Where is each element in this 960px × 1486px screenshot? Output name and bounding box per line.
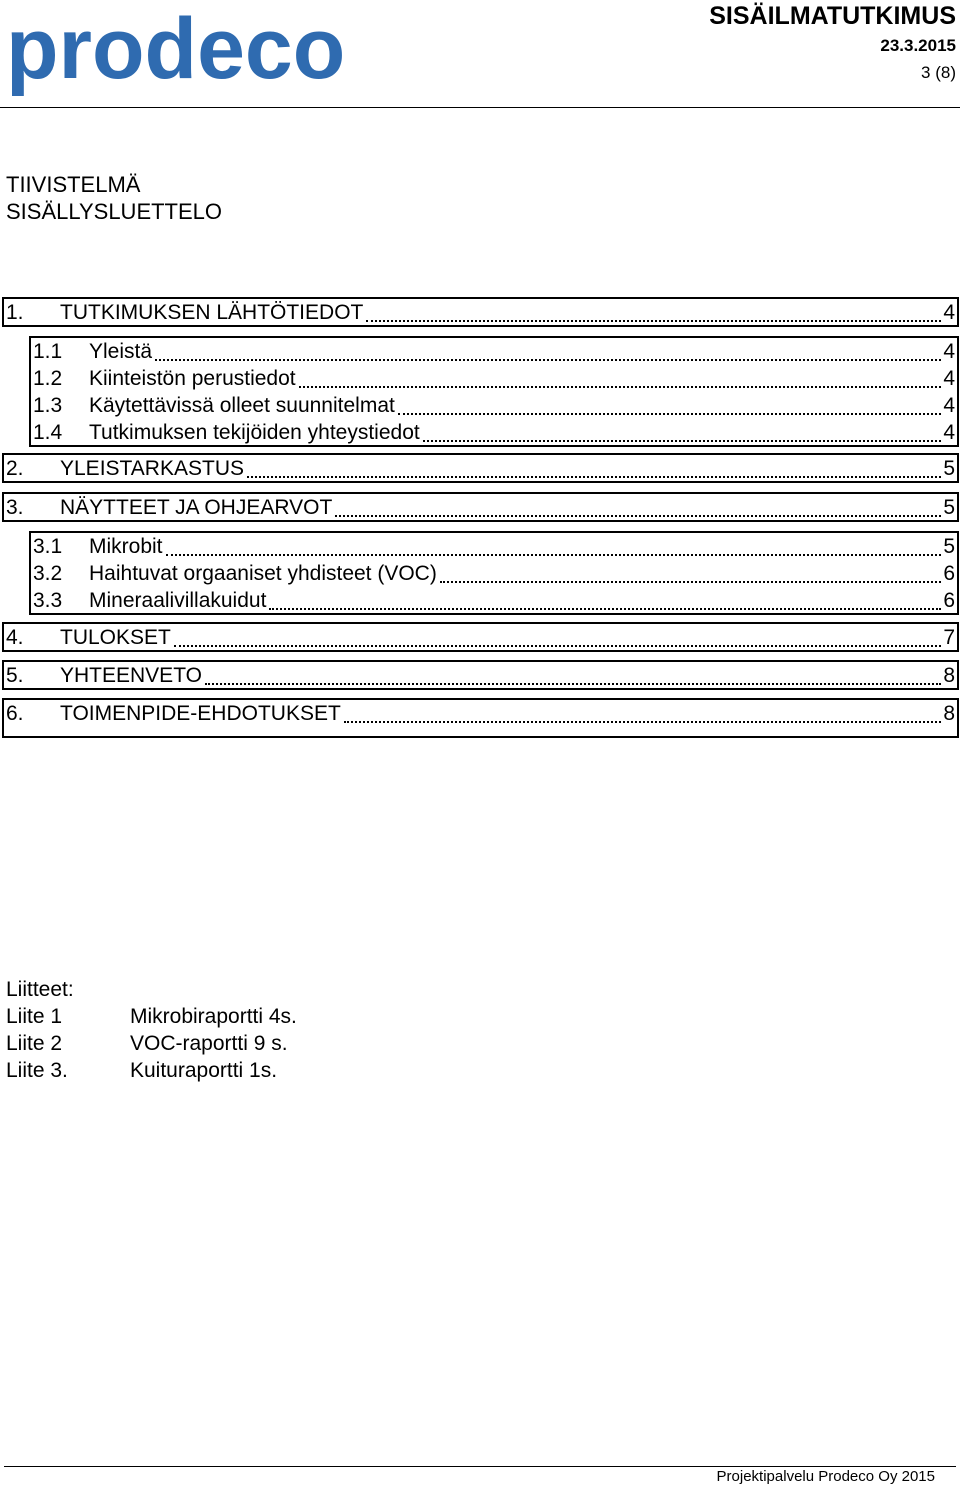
attachment-label: Liite 1: [6, 1005, 63, 1028]
attachment-label: Liite 3.: [6, 1059, 68, 1082]
toc-title: Haihtuvat orgaaniset yhdisteet (VOC): [89, 561, 437, 585]
toc-leader: [269, 608, 941, 610]
toc-leader: [398, 413, 941, 415]
toc-page: 5: [943, 456, 955, 480]
attachment-description: Mikrobiraportti 4s.: [130, 1005, 297, 1028]
toc-leader: [166, 554, 942, 556]
toc-number: 6.: [6, 701, 24, 725]
toc-leader: [174, 645, 941, 647]
toc-page: 7: [943, 625, 955, 649]
document-date: 23.3.2015: [880, 36, 956, 55]
toc-number: 4.: [6, 625, 24, 649]
toc-page: 4: [943, 366, 955, 390]
attachments-title: Liitteet:: [6, 978, 74, 1001]
toc-leader: [344, 721, 942, 723]
attachment-label: Liite 2: [6, 1032, 63, 1055]
toc-page: 4: [943, 393, 955, 417]
toc-group-1: [2, 297, 959, 327]
summary-heading: TIIVISTELMÄ: [6, 172, 141, 197]
toc-number: 3.: [6, 495, 24, 519]
document-title: SISÄILMATUTKIMUS: [709, 2, 956, 30]
toc-entry[interactable]: [31, 560, 957, 587]
toc-number: 1.: [6, 300, 24, 324]
toc-entry[interactable]: [4, 299, 957, 326]
toc-leader: [205, 683, 941, 685]
toc-leader: [366, 320, 941, 322]
toc-page: 5: [943, 534, 955, 558]
toc-page: 8: [943, 663, 955, 687]
header-divider: [0, 107, 960, 108]
footer-text: Projektipalvelu Prodeco Oy 2015: [716, 1468, 935, 1485]
toc-entry[interactable]: [31, 365, 957, 392]
toc-page: 5: [943, 495, 955, 519]
toc-leader: [299, 386, 942, 388]
toc-entry[interactable]: [31, 533, 957, 560]
toc-number: 2.: [6, 456, 24, 480]
toc-page: 6: [943, 588, 955, 612]
toc-title: YHTEENVETO: [60, 663, 202, 687]
toc-leader: [335, 515, 941, 517]
toc-title: Käytettävissä olleet suunnitelmat: [89, 393, 395, 417]
toc-entry[interactable]: [4, 624, 957, 651]
toc-number: 1.4: [33, 420, 63, 444]
toc-number: 3.1: [33, 534, 63, 558]
toc-title: NÄYTTEET JA OHJEARVOT: [60, 495, 333, 519]
toc-page: 4: [943, 420, 955, 444]
toc-page: 4: [943, 300, 955, 324]
attachment-description: Kuituraportti 1s.: [130, 1059, 278, 1082]
toc-group-2: [2, 453, 959, 483]
toc-leader: [247, 476, 941, 478]
toc-entry[interactable]: [4, 700, 957, 727]
page-number: 3 (8): [921, 63, 956, 82]
toc-heading: SISÄLLYSLUETTELO: [6, 199, 223, 224]
attachment-description: VOC-raportti 9 s.: [130, 1032, 288, 1055]
toc-number: 1.2: [33, 366, 63, 390]
toc-group-3-sub: [29, 531, 959, 615]
toc-number: 1.3: [33, 393, 63, 417]
toc-title: Mineraalivillakuidut: [89, 588, 267, 612]
toc-entry[interactable]: [31, 392, 957, 419]
toc-title: Tutkimuksen tekijöiden yhteystiedot: [89, 420, 420, 444]
toc-title: Yleistä: [89, 339, 153, 363]
toc-title: Mikrobit: [89, 534, 163, 558]
toc-group-6: [2, 698, 959, 738]
toc-leader: [423, 440, 942, 442]
toc-title: TULOKSET: [60, 625, 171, 649]
toc-entry[interactable]: [4, 494, 957, 521]
toc-number: 3.2: [33, 561, 63, 585]
company-logo: prodeco: [6, 1, 346, 97]
toc-entry[interactable]: [4, 662, 957, 689]
toc-title: TUTKIMUKSEN LÄHTÖTIEDOT: [60, 300, 364, 324]
toc-group-1-sub: [29, 336, 959, 447]
toc-group-5: [2, 660, 959, 690]
toc-page: 4: [943, 339, 955, 363]
toc-group-3: [2, 492, 959, 522]
toc-leader: [440, 581, 941, 583]
toc-entry[interactable]: [31, 338, 957, 365]
toc-entry[interactable]: [4, 455, 957, 482]
toc-entry[interactable]: [31, 587, 957, 614]
toc-number: 3.3: [33, 588, 63, 612]
toc-page: 6: [943, 561, 955, 585]
toc-title: Kiinteistön perustiedot: [89, 366, 296, 390]
toc-page: 8: [943, 701, 955, 725]
toc-entry[interactable]: [31, 419, 957, 446]
toc-title: TOIMENPIDE-EHDOTUKSET: [60, 701, 341, 725]
footer-divider: [4, 1466, 956, 1467]
toc-title: YLEISTARKASTUS: [60, 456, 244, 480]
toc-number: 5.: [6, 663, 24, 687]
toc-number: 1.1: [33, 339, 63, 363]
toc-leader: [155, 359, 941, 361]
toc-group-4: [2, 622, 959, 652]
